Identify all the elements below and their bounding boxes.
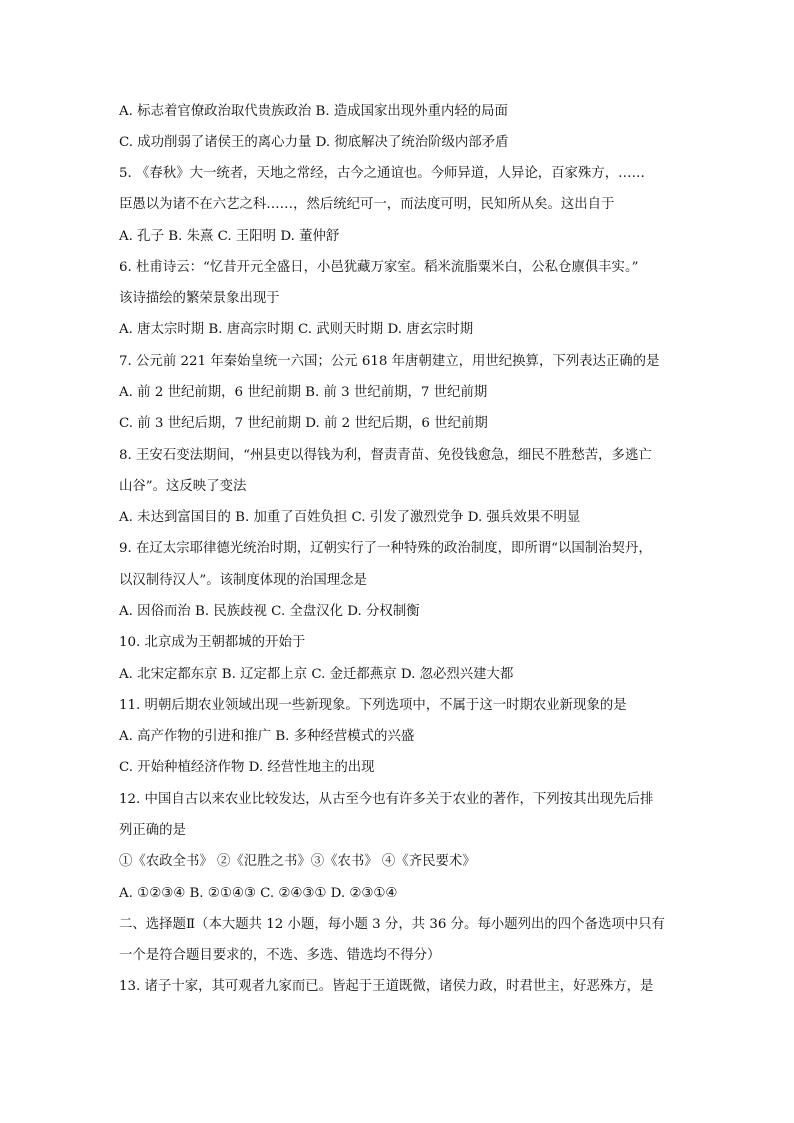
question-5-line-1: 5. 《春秋》大一统者，天地之常经，古今之通谊也。今师异道，人异论，百家殊方，…… [119, 166, 645, 181]
question-11-options-ab: A. 高产作物的引进和推广 B. 多种经营模式的兴盛 [119, 729, 415, 744]
option-line-4cd: C. 成功削弱了诸侯王的离心力量 D. 彻底解决了统治阶级内部矛盾 [119, 135, 509, 150]
section-2-heading-line-1: 二、选择题Ⅱ（本大题共 12 小题，每小题 3 分，共 36 分。每小题列出的四个备选项中只有 [119, 917, 665, 932]
question-6-line-2: 该诗描绘的繁荣景象出现于 [119, 291, 280, 306]
question-10-stem: 10. 北京成为王朝都城的开始于 [119, 635, 306, 650]
question-12-line-1: 12. 中国自古以来农业比较发达，从古至今也有许多关于农业的著作，下列按其出现先后排 [119, 792, 654, 807]
question-6-options: A. 唐太宗时期 B. 唐高宗时期 C. 武则天时期 D. 唐玄宗时期 [119, 322, 474, 337]
question-9-line-1: 9. 在辽太宗耶律德光统治时期，辽朝实行了一种特殊的政治制度，即所谓“以国制治契丹， [119, 541, 652, 556]
question-13-line-1: 13. 诸子十家，其可观者九家而已。皆起于王道既微，诸侯力政，时君世主，好恶殊方，是 [119, 979, 654, 994]
question-12-line-2: 列正确的是 [119, 823, 186, 838]
question-7-options-cd: C. 前 3 世纪后期，7 世纪前期 D. 前 2 世纪后期，6 世纪前期 [119, 416, 488, 431]
section-2-heading-line-2: 一个是符合题目要求的，不选、多选、错选均不得分） [119, 948, 441, 963]
question-5-line-2: 臣愚以为诸不在六艺之科……，然后统纪可一，而法度可明，民知所从矣。这出自于 [119, 197, 615, 212]
question-8-line-2: 山谷”。这反映了变法 [119, 479, 247, 494]
question-10-options: A. 北宋定都东京 B. 辽定都上京 C. 金迁都燕京 D. 忽必烈兴建大都 [119, 667, 514, 682]
question-11-options-cd: C. 开始种植经济作物 D. 经营性地主的出现 [119, 760, 375, 775]
question-8-options: A. 未达到富国目的 B. 加重了百姓负担 C. 引发了激烈党争 D. 强兵效果不明显 [119, 510, 581, 525]
question-5-options: A. 孔子 B. 朱熹 C. 王阳明 D. 董仲舒 [119, 229, 340, 244]
question-8-line-1: 8. 王安石变法期间，“州县吏以得钱为利，督责青苗、免役钱愈急，细民不胜愁苦，多逃亡 [119, 448, 652, 463]
question-12-options: A. ①②③④ B. ②①④③ C. ②④③① D. ②③①④ [119, 886, 398, 901]
question-12-items: ①《农政全书》 ②《氾胜之书》③《农书》 ④《齐民要术》 [119, 854, 476, 869]
question-11-stem: 11. 明朝后期农业领域出现一些新现象。下列选项中，不属于这一时期农业新现象的是 [119, 698, 627, 713]
question-9-options: A. 因俗而治 B. 民族歧视 C. 全盘汉化 D. 分权制衡 [119, 604, 420, 619]
question-9-line-2: 以汉制待汉人”。该制度体现的治国理念是 [119, 573, 367, 588]
question-7-stem: 7. 公元前 221 年秦始皇统一六国；公元 618 年唐朝建立，用世纪换算，下列表达正确的是 [119, 354, 660, 369]
question-7-options-ab: A. 前 2 世纪前期，6 世纪前期 B. 前 3 世纪前期，7 世纪前期 [119, 385, 488, 400]
option-line-4ab: A. 标志着官僚政治取代贵族政治 B. 造成国家出现外重内轻的局面 [119, 104, 508, 119]
question-6-line-1: 6. 杜甫诗云：“忆昔开元全盛日，小邑犹藏万家室。稻米流脂粟米白，公私仓廪俱丰实。” [119, 260, 639, 275]
